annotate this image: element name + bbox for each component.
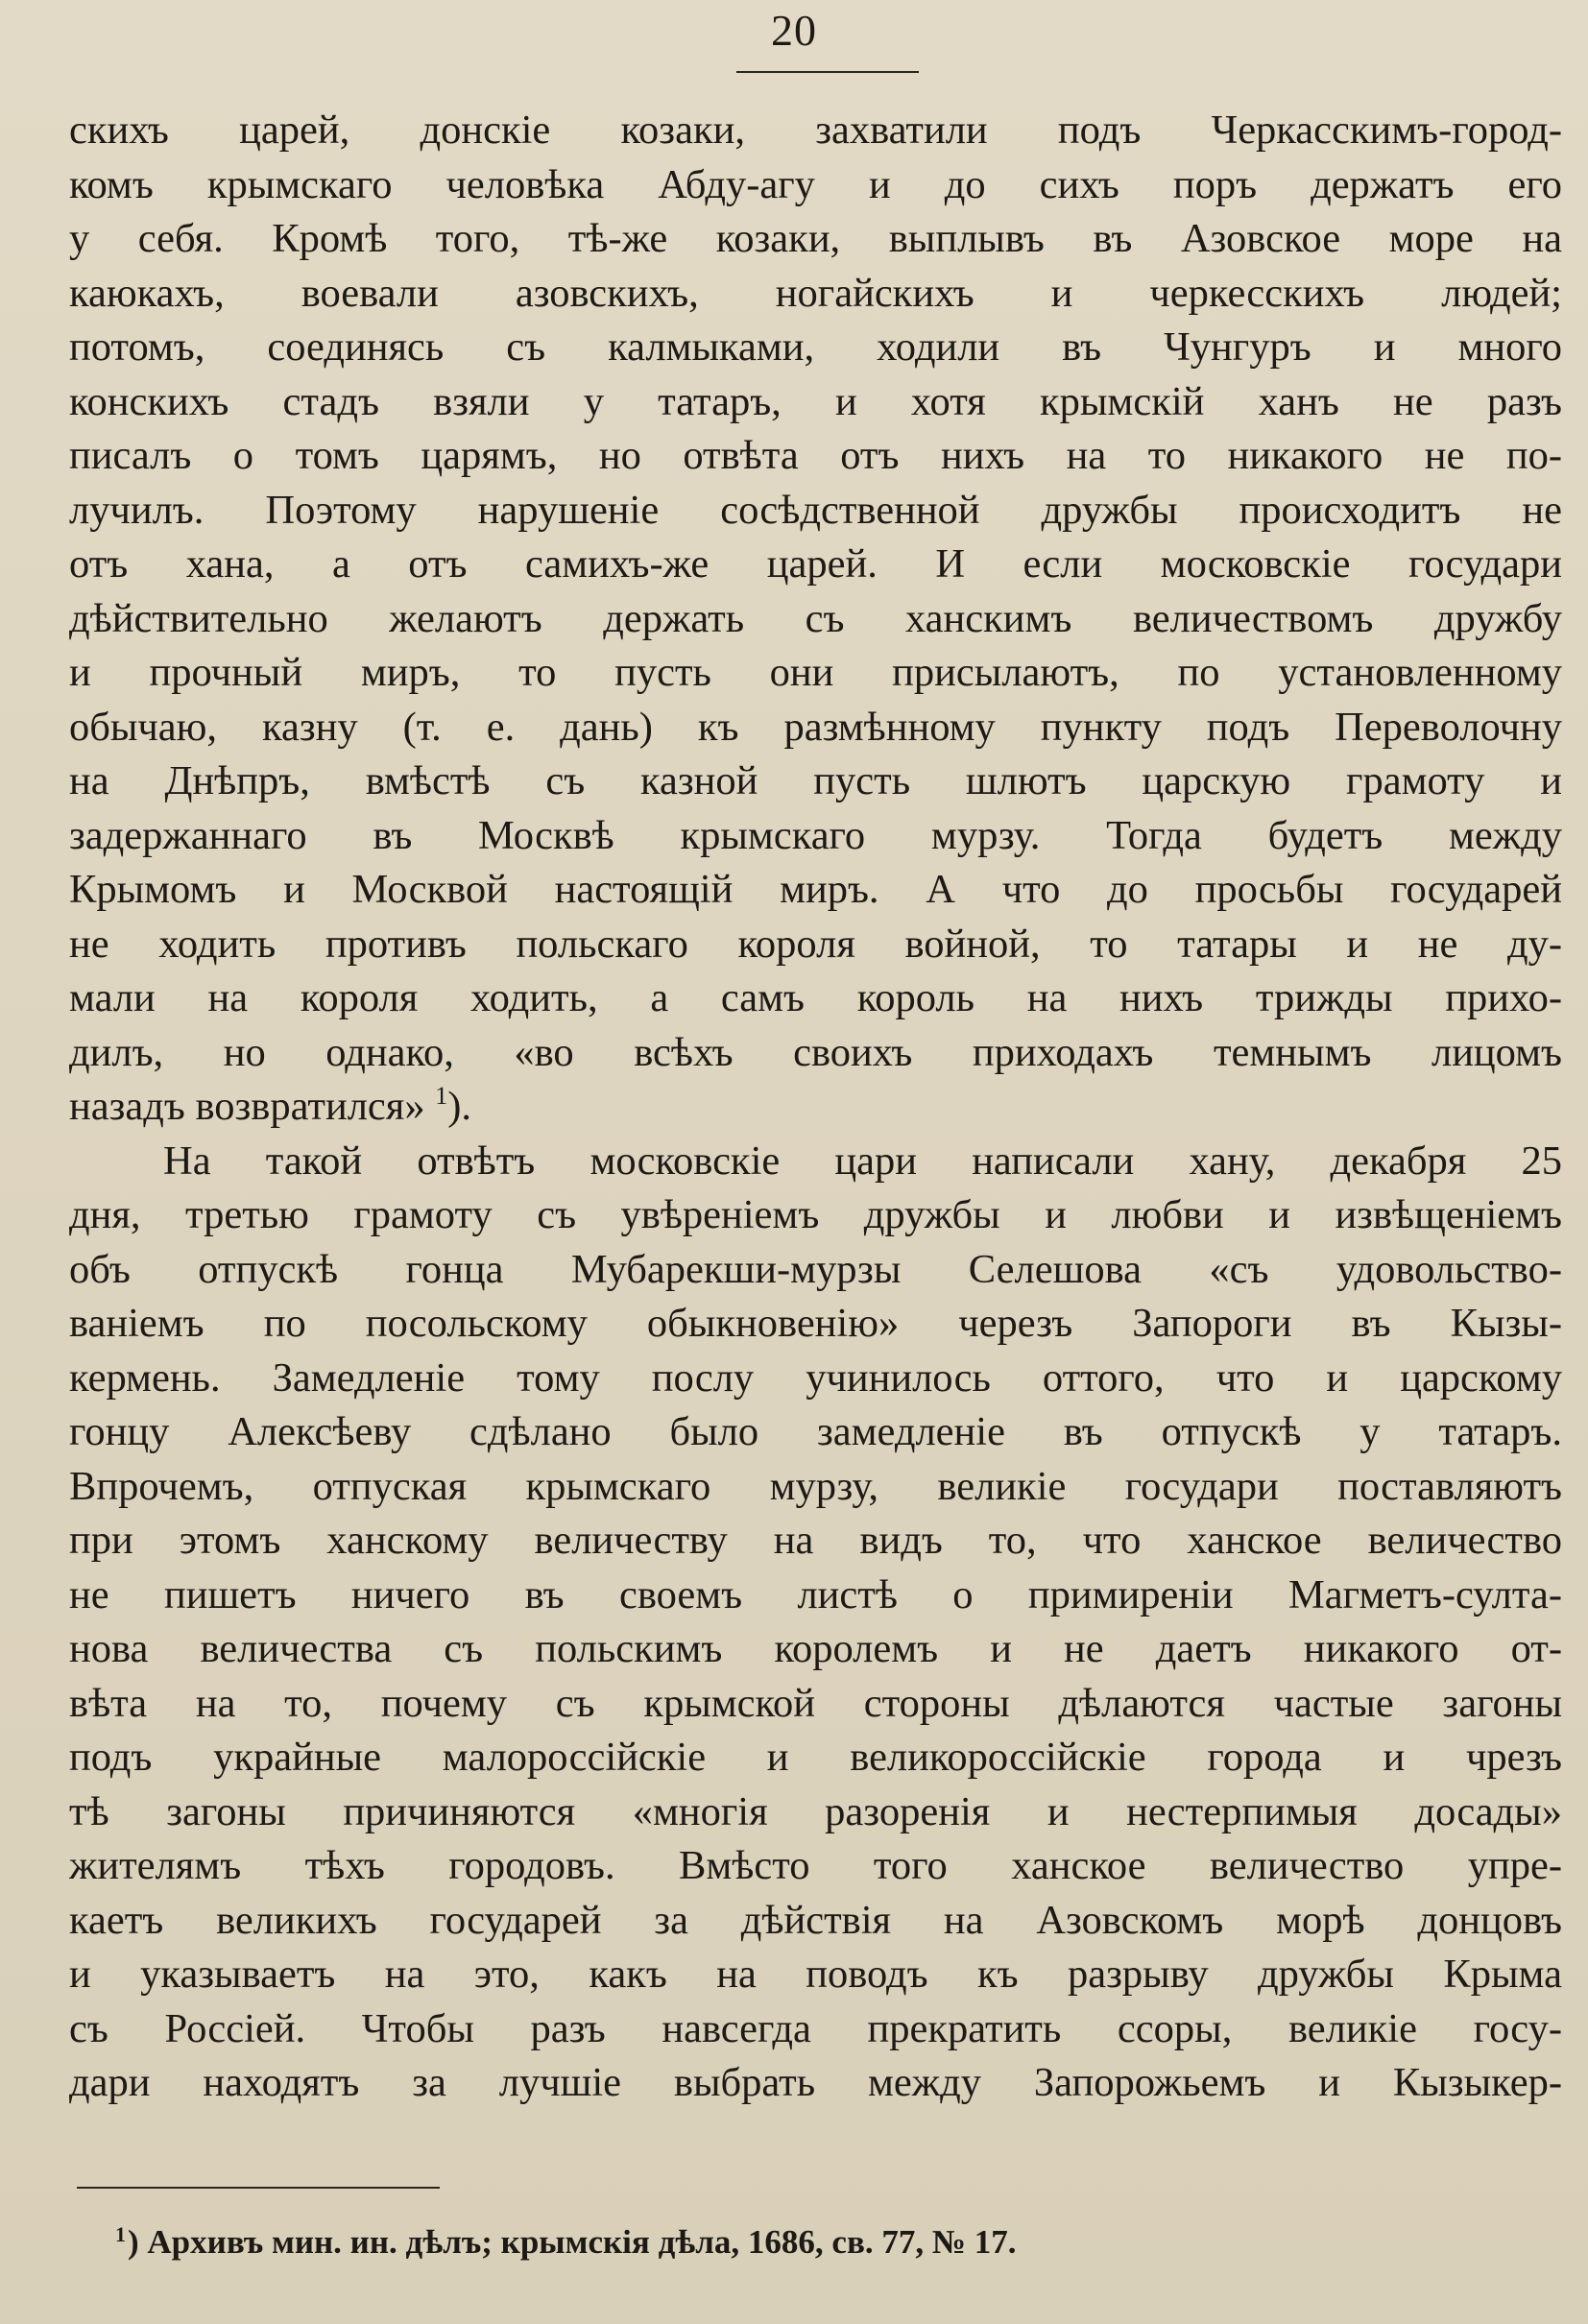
text-line: потомъ, соединясь съ калмыками, ходили въ Чунгуръ и много — [69, 324, 1562, 370]
text-line: и указываетъ на это, какъ на поводъ къ разрыву дружбы Крыма — [69, 1952, 1562, 1997]
footnote-mark: 1 — [115, 2222, 126, 2246]
text-line: обычаю, казну (т. е. дань) къ размѣнному пункту подъ Переволочну — [69, 704, 1562, 750]
text-line: лучилъ. Поэтому нарушеніе сосѣдственной дружбы происходитъ не — [69, 487, 1562, 533]
header-rule — [736, 71, 919, 73]
text-line: гонцу Алексѣеву сдѣлано было замедленіе въ отпускѣ у татаръ. — [69, 1409, 1562, 1454]
text-line: при этомъ ханскому величеству на видъ то, что ханское величество — [69, 1518, 1562, 1563]
footnote-text: ) Архивъ мин. ин. дѣлъ; крымскія дѣла, 1686, св. 77, № 17. — [128, 2223, 1017, 2261]
text-line: назадъ возвратился» — [69, 1084, 425, 1129]
text-line: не пишетъ ничего въ своемъ листѣ о примиреніи Магметъ-султа- — [69, 1571, 1562, 1617]
text-line: на Днѣпръ, вмѣстѣ съ казной пусть шлютъ царскую грамоту и — [69, 758, 1562, 803]
page-number: 20 — [771, 6, 817, 55]
body-text — [69, 104, 1562, 2111]
text-line: тѣ загоны причиняются «многія разоренія и нестерпимыя досады» — [69, 1788, 1562, 1834]
text-line: дари находятъ за лучшіе выбрать между Запорожьемъ и Кызыкер- — [69, 2060, 1562, 2105]
text-line: дня, третью грамоту съ увѣреніемъ дружбы и любви и извѣщеніемъ — [69, 1192, 1562, 1237]
text-line: съ Россіей. Чтобы разъ навсегда прекратить ссоры, великіе госу- — [69, 2005, 1562, 2051]
text-line: скихъ царей, донскіе козаки, захватили подъ Черкасскимъ-город- — [69, 108, 1562, 153]
text-line: у себя. Кромѣ того, тѣ-же козаки, выплывъ въ Азовское море на — [69, 216, 1562, 261]
text-line: каюкахъ, воевали азовскихъ, ногайскихъ и черкесскихъ людей; — [69, 270, 1562, 316]
text-line: Крымомъ и Москвой настоящій миръ. А что до просьбы государей — [69, 867, 1562, 912]
text-line: задержаннаго въ Москвѣ крымскаго мурзу. Тогда будетъ между — [69, 812, 1562, 858]
text-line: конскихъ стадъ взяли у татаръ, и хотя крымскій ханъ не разъ — [69, 378, 1562, 424]
text-line: писалъ о томъ царямъ, но отвѣта отъ нихъ на то никакого не по- — [69, 433, 1562, 478]
text-line: и прочный миръ, то пусть они присылаютъ, по установленному — [69, 650, 1562, 695]
paragraph-last-line: назадъ возвратился» $^1$). — [69, 1082, 471, 1129]
text-line: каетъ великихъ государей за дѣйствія на Азовскомъ морѣ донцовъ — [69, 1897, 1562, 1943]
text-line: нова величества съ польскимъ королемъ и не даетъ никакого от- — [69, 1626, 1562, 1671]
footnote — [115, 2219, 1017, 2265]
footnote-rule — [77, 2187, 440, 2189]
text-line: Впрочемъ, отпуская крымскаго мурзу, великіе государи поставляютъ — [69, 1463, 1562, 1509]
text-line: жителямъ тѣхъ городовъ. Вмѣсто того ханское величество упре- — [69, 1843, 1562, 1888]
text-line: На такой отвѣтъ московскіе цари написали хану, декабря 25 — [163, 1138, 1562, 1184]
text-line: подъ украйные малороссійскіе и великороссійскіе города и чрезъ — [69, 1735, 1562, 1780]
footnote-reference: 1 — [435, 1082, 448, 1110]
text-line: дилъ, но однако, «во всѣхъ своихъ приходахъ темнымъ лицомъ — [69, 1029, 1562, 1075]
text-line: отъ хана, а отъ самихъ-же царей. И если московскіе государи — [69, 541, 1562, 587]
text-line: комъ крымскаго человѣка Абду-агу и до сихъ поръ держатъ его — [69, 161, 1562, 207]
text-line: вѣта на то, почему съ крымской стороны дѣлаются частые загоны — [69, 1680, 1562, 1726]
text-line: мали на короля ходить, а самъ король на нихъ трижды прихо- — [69, 975, 1562, 1020]
text-line: дѣйствительно желаютъ держать съ ханскимъ величествомъ дружбу — [69, 595, 1562, 641]
text-line: не ходить противъ польскаго короля войной, то татары и не ду- — [69, 921, 1562, 967]
text-line: кермень. Замедленіе тому послу учинилось оттого, что и царскому — [69, 1354, 1562, 1401]
text-line: объ отпускѣ гонца Мубарекши-мурзы Селешова «съ удовольство- — [69, 1246, 1562, 1292]
text-line: ваніемъ по посольскому обыкновенію» черезъ Запороги въ Кызы- — [69, 1301, 1562, 1346]
